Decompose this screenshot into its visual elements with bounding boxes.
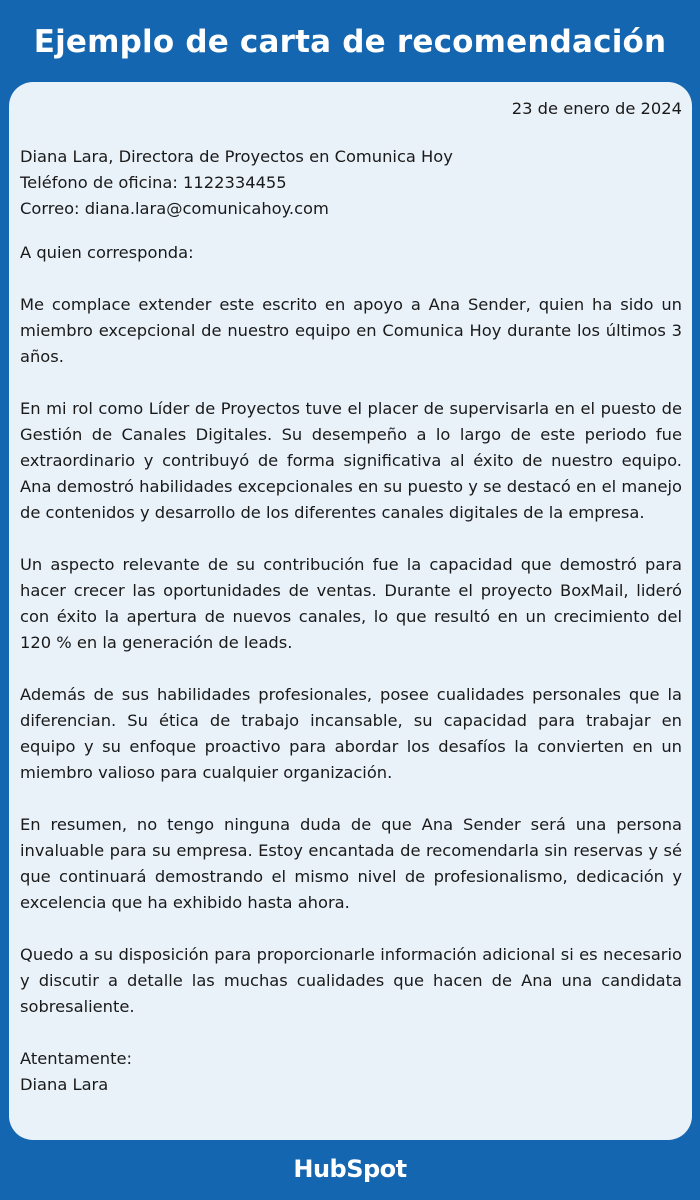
letter-card [9, 82, 692, 1140]
letter-greeting: A quien corresponda: [20, 243, 194, 262]
hubspot-logo: HubSpot [293, 1155, 407, 1183]
letter-paragraph-6: Quedo a su disposición para proporcionarle información adicional si es necesario y discutir a detalle las muchas cualidades que hacen de Ana una candidata sobresaliente. [20, 945, 682, 1016]
letter-closing: Atentamente: [20, 1049, 133, 1068]
letter-closing-block [20, 1046, 682, 1098]
letter-date: 23 de enero de 2024 [511, 99, 682, 118]
page-title: Ejemplo de carta de recomendación [33, 24, 667, 60]
letter-paragraph-3: Un aspecto relevante de su contribución fue la capacidad que demostró para hacer crecer las oportunidades de ventas. Durante el proyecto BoxMail, lideró con éxito la apertura de nuevos canales, lo que resultó en un crecimiento del 120 % en la generación de leads. [20, 555, 682, 652]
letter-paragraph-5: En resumen, no tengo ninguna duda de que Ana Sender será una persona invaluable para su empresa. Estoy encantada de recomendarla sin reservas y sé que continuará demostrando el mismo nivel de profesionalismo, dedicación y excelencia que ha exhibido hasta ahora. [20, 815, 682, 912]
letter-paragraph-4: Además de sus habilidades profesionales, posee cualidades personales que la diferencian. Su ética de trabajo incansable, su capacidad para trabajar en equipo y su enfoque proactivo para abordar los desafíos la convierten en un miembro valioso para cualquier organización. [20, 685, 682, 782]
sender-email-line: Correo: diana.lara@comunicahoy.com [20, 199, 329, 218]
letter-paragraph-2: En mi rol como Líder de Proyectos tuve el placer de supervisarla en el puesto de Gestión de Canales Digitales. Su desempeño a lo largo de este periodo fue extraordinario y contribuyó de forma significativa al éxito de nuestro equipo. Ana demostró habilidades excepcionales en su puesto y se destacó en el manejo de contenidos y desarrollo de los diferentes canales digitales de la empresa. [20, 399, 682, 522]
letter-body [20, 96, 682, 1098]
letter-paragraph-1: Me complace extender este escrito en apoyo a Ana Sender, quien ha sido un miembro excepcional de nuestro equipo en Comunica Hoy durante los últimos 3 años. [20, 295, 682, 366]
sender-name-line: Diana Lara, Directora de Proyectos en Comunica Hoy [20, 147, 453, 166]
letter-signature: Diana Lara [20, 1075, 109, 1094]
sender-phone-line: Teléfono de oficina: 1122334455 [20, 173, 287, 192]
sender-block [20, 144, 682, 222]
